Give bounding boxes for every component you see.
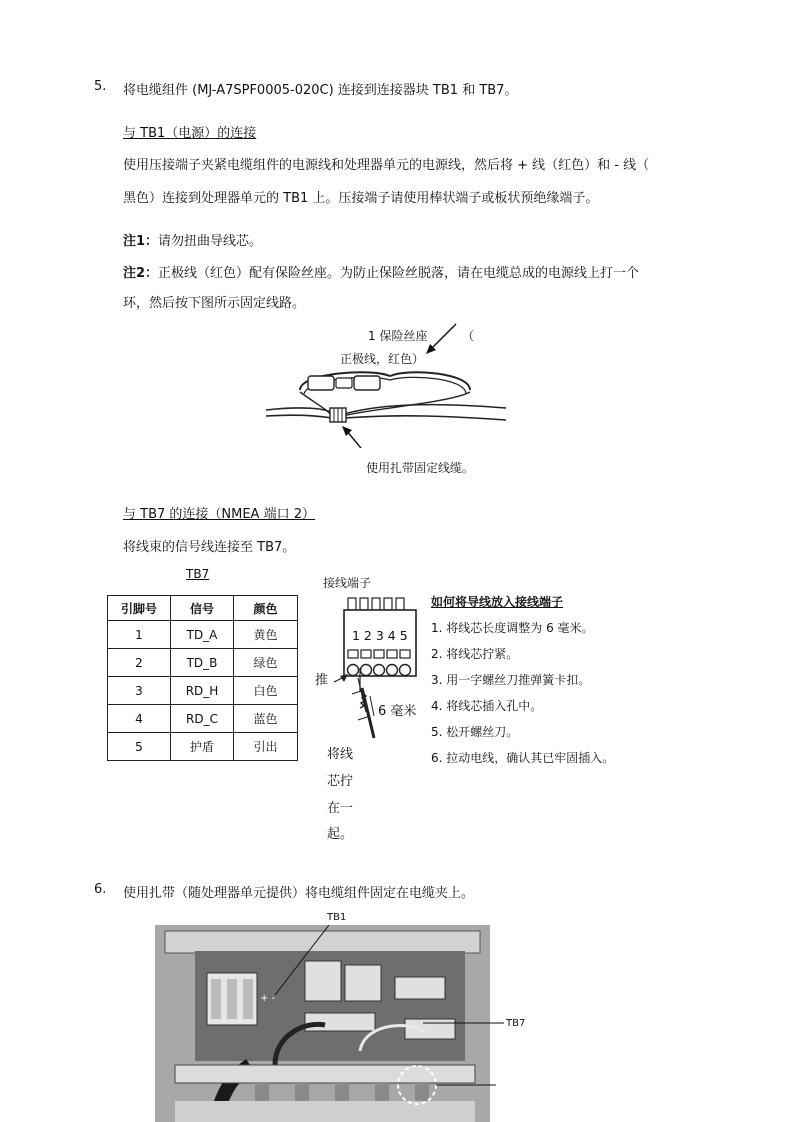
pin-cell: 3 [108,677,171,705]
terminal-numbers: 1 2 3 4 5 [352,628,408,643]
fuse-label-paren: （ [462,329,475,343]
pin-cell: 4 [108,705,171,733]
pin-cell: 2 [108,649,171,677]
instruction-step: 6. 拉动电线，确认其已牢固插入。 [431,751,615,765]
color-cell: 白色 [234,677,298,705]
color-cell: 黄色 [234,621,298,649]
note1-text: 请勿扭曲导线芯。 [158,234,263,249]
instruction-step: 2. 将线芯拧紧。 [431,647,519,661]
instruction-step: 3. 用一字螺丝刀推弹簧卡扣。 [431,673,591,687]
twist-line-4: 起。 [327,827,354,842]
pin-cell: 1 [108,621,171,649]
signal-cell: TD_B [171,649,234,677]
header-pin: 引脚号 [108,596,171,621]
fuse-label-line1: 1 保险丝座 [368,329,428,343]
signal-cell: RD_H [171,677,234,705]
note2-line2: 环，然后按下图所示固定线路。 [123,296,306,311]
tb7-heading: 与 TB7 的连接（NMEA 端口 2） [123,507,315,522]
tb7-table-title: TB7 [186,567,210,581]
processor-unit-drawing [155,925,490,1122]
signal-cell: TD_A [171,621,234,649]
color-cell: 蓝色 [234,705,298,733]
tb7-pin-table [107,595,298,761]
tb1-para-line2: 黑色）连接到处理器单元的 TB1 上。压接端子请使用棒状端子或板状预绝缘端子。 [123,191,599,206]
note2 [123,262,639,281]
instruction-step: 5. 松开螺丝刀。 [431,725,519,739]
push-label: 推 [315,673,329,688]
processor-unit-photo [155,925,490,1122]
table-row [108,621,298,649]
header-color: 颜色 [234,596,298,621]
terminal-diagram [320,592,430,752]
note2-label: 注2： [123,266,159,281]
step6-text: 使用扎带（随处理器单元提供）将电缆组件固定在电缆夹上。 [123,886,475,901]
length-label: 6 毫米 [378,704,417,719]
fuse-holder-right [354,376,380,390]
twist-line-3: 在一 [327,801,354,816]
step6-number: 6. [94,882,107,897]
photo-tb7-label: TB7 [506,1018,526,1029]
signal-cell: RD_C [171,705,234,733]
tb1-para-line1: 使用压接端子夹紧电缆组件的电源线和处理器单元的电源线，然后将 + 线（红色）和 - 线（ [123,158,650,173]
note1-label: 注1： [123,234,159,249]
photo-plus-minus: + - [260,993,276,1004]
header-signal: 信号 [171,596,234,621]
photo-tb1-label: TB1 [327,912,347,923]
table-row [108,705,298,733]
step5-number: 5. [94,79,107,94]
fuse-label-line2: 正极线，红色） [340,352,425,366]
step5-text: 将电缆组件 (MJ-A7SPF0005-020C) 连接到连接器块 TB1 和 TB7。 [123,83,518,98]
tb7-para: 将线束的信号线连接至 TB7。 [123,540,296,555]
color-cell: 绿色 [234,649,298,677]
twist-line-2: 芯拧 [327,774,354,789]
table-row [108,677,298,705]
instructions-title: 如何将导线放入接线端子 [431,595,564,609]
signal-cell: 护盾 [171,733,234,761]
pin-cell: 5 [108,733,171,761]
photo-callout-lines [490,1020,530,1090]
table-row [108,733,298,761]
note2-line1: 正极线（红色）配有保险丝座。为防止保险丝脱落，请在电缆总成的电源线上打一个 [158,266,640,281]
fuse-holder-left [308,376,334,390]
note1 [123,230,262,249]
instruction-step: 4. 将线芯插入孔中。 [431,699,543,713]
terminal-title: 接线端子 [323,576,372,590]
tb1-heading: 与 TB1（电源）的连接 [123,126,257,141]
twist-line-1: 将线 [327,747,354,762]
instruction-step: 1. 将线芯长度调整为 6 毫米。 [431,621,594,635]
color-cell: 引出 [234,733,298,761]
table-row [108,649,298,677]
table-header-row [108,596,298,621]
fuse-diagram [260,318,520,448]
tie-label: 使用扎带固定线缆。 [366,461,475,475]
